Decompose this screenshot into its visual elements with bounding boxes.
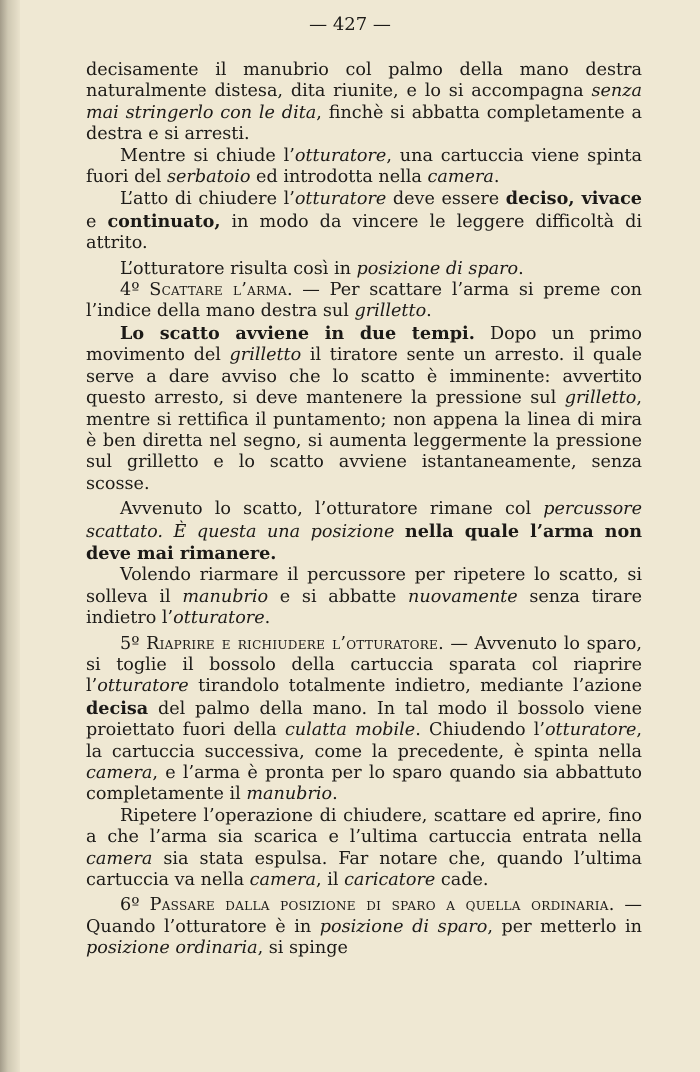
text-segment: e (86, 211, 108, 232)
text-segment: Ripetere l’operazione di chiudere, scattare ed aprire, fino a che l’arma sia scarica e l’ultima cartuccia entrata nella (86, 805, 642, 848)
page-gutter-shadow (0, 0, 20, 1072)
text-segment: otturatore (294, 189, 387, 210)
text-segment (394, 522, 405, 542)
text-segment: . (493, 167, 500, 188)
text-segment: otturatore (97, 676, 189, 697)
text-segment: decisamente il manubrio col palmo della mano destra naturalmente distesa, dita riunite, e lo si accompagna (86, 60, 642, 102)
text-segment: 4º (120, 280, 150, 301)
text-segment: cade. (435, 870, 489, 891)
text-segment: posizione ordinaria (86, 938, 258, 959)
text-segment: 6º (120, 895, 150, 916)
text-segment: otturatore (173, 608, 265, 629)
text-segment: senza mai stringerlo con le dita (86, 81, 642, 123)
paragraph-riarmare (86, 565, 642, 629)
paragraph-4 (86, 259, 642, 280)
text-segment: , si spinge (257, 938, 348, 959)
text-segment: camera (86, 848, 153, 869)
paragraph-ripetere (86, 806, 642, 892)
text-segment: grilletto (229, 345, 302, 366)
text-segment: . — Quando l’otturatore è in (86, 895, 642, 937)
text-segment: manubrio (246, 784, 333, 805)
text-segment: grilletto (564, 388, 637, 409)
text-segment: deve essere (386, 189, 506, 210)
text-segment: , mentre si rettifica il puntamento; non appena la linea di mira è ben diretta nel segno, si aumenta leggermente la pressione sul grilletto e lo scatto avviene istantaneamente, senza scosse. (86, 388, 642, 494)
paragraph-avvenuto-scatto (86, 499, 642, 565)
text-segment: otturatore (294, 145, 387, 166)
text-segment: Mentre si chiude l’ (120, 145, 295, 166)
text-segment: culatta mobile (284, 720, 416, 741)
section-6-passare-posizione (86, 895, 642, 959)
text-segment: , il (316, 870, 345, 891)
text-segment: in modo da vincere le leggere difficoltà di attrito. (86, 211, 642, 254)
text-segment: posizione di sparo (356, 258, 519, 279)
text-segment: il tiratore sente un arresto. il quale serve a dare avviso che lo scatto è imminente: avvertito questo arresto, si deve mantenere la pressione sul (86, 345, 642, 409)
text-segment: camera (427, 167, 494, 188)
text-segment: grilletto (354, 301, 427, 322)
text-segment: . (264, 608, 271, 629)
text-segment: otturatore (544, 720, 637, 741)
text-segment: Dopo un primo movimento del (86, 323, 642, 366)
text-segment: percussore scattato. È questa una posizione (86, 499, 642, 542)
text-segment: L’otturatore risulta così in (120, 258, 357, 279)
text-segment: . Chiudendo l’ (415, 720, 545, 741)
text-segment: senza tirare indietro l’ (86, 586, 642, 629)
text-segment: sia stata espulsa. Far notare che, quando l’ultima cartuccia va nella (86, 848, 642, 891)
text-segment: e si abbatte (268, 586, 409, 607)
text-segment: Riaprire e richiudere l’otturatore (146, 633, 439, 654)
text-segment: del palmo della mano. In tal modo il bossolo viene proiettato fuori della (86, 698, 642, 741)
paragraph-scatto-due-tempi (86, 323, 642, 495)
text-segment: . — Avvenuto lo sparo, si toglie il bossolo della cartuccia sparata col riaprire l’ (86, 633, 642, 697)
text-segment: . (518, 258, 524, 279)
page-number: — 427 — (309, 14, 391, 35)
text-segment: L’atto di chiudere l’ (120, 189, 295, 210)
body-text (86, 60, 642, 960)
text-segment: camera (249, 870, 317, 891)
text-segment: . (426, 301, 432, 322)
text-segment: Volendo riarmare il percussore per ripetere lo scatto, si solleva il (86, 565, 642, 607)
text-segment: decisa (86, 697, 149, 719)
paragraph-3 (86, 188, 642, 254)
text-segment: , la cartuccia successiva, come la precedente, è spinta nella (86, 720, 643, 762)
text-segment: , per metterlo in (487, 916, 642, 937)
text-segment: caricatore (344, 870, 436, 891)
text-segment: , finchè si abbatta completamente a destra e si arresti. (86, 102, 642, 145)
text-segment: . (332, 784, 338, 805)
text-segment: , una cartuccia viene spinta fuori del (86, 145, 642, 188)
text-segment: nella quale l’arma non deve mai rimanere. (86, 520, 643, 564)
text-segment: Scattare l’arma (149, 280, 287, 301)
text-segment: tirandolo totalmente indietro, mediante l’azione (188, 676, 642, 697)
section-5-riaprire-otturatore (86, 634, 642, 806)
text-segment: deciso, vivace (505, 188, 642, 210)
text-segment: manubrio (182, 586, 269, 607)
text-segment: , e l’arma è pronta per lo sparo quando sia abbattuto completamente il (86, 763, 642, 805)
text-segment: Avvenuto lo scatto, l’otturatore rimane col (120, 499, 544, 520)
text-segment: Lo scatto avviene in due tempi. (120, 322, 475, 344)
paragraph-2 (86, 146, 642, 189)
text-segment: camera (86, 763, 153, 783)
text-segment: ed introdotta nella (250, 167, 428, 188)
text-segment: posizione di sparo (319, 916, 488, 937)
text-segment: Passare dalla posizione di sparo a quella ordinaria (149, 895, 609, 916)
paragraph-1 (86, 60, 642, 146)
text-segment: nuovamente (408, 586, 518, 607)
section-4-scattare-arma (86, 280, 642, 323)
text-segment: . — Per scattare l’arma si preme con l’indice della mano destra sul (86, 280, 642, 322)
text-segment: continuato, (107, 210, 221, 232)
text-segment: serbatoio (166, 167, 251, 188)
text-segment: 5º (120, 633, 147, 654)
